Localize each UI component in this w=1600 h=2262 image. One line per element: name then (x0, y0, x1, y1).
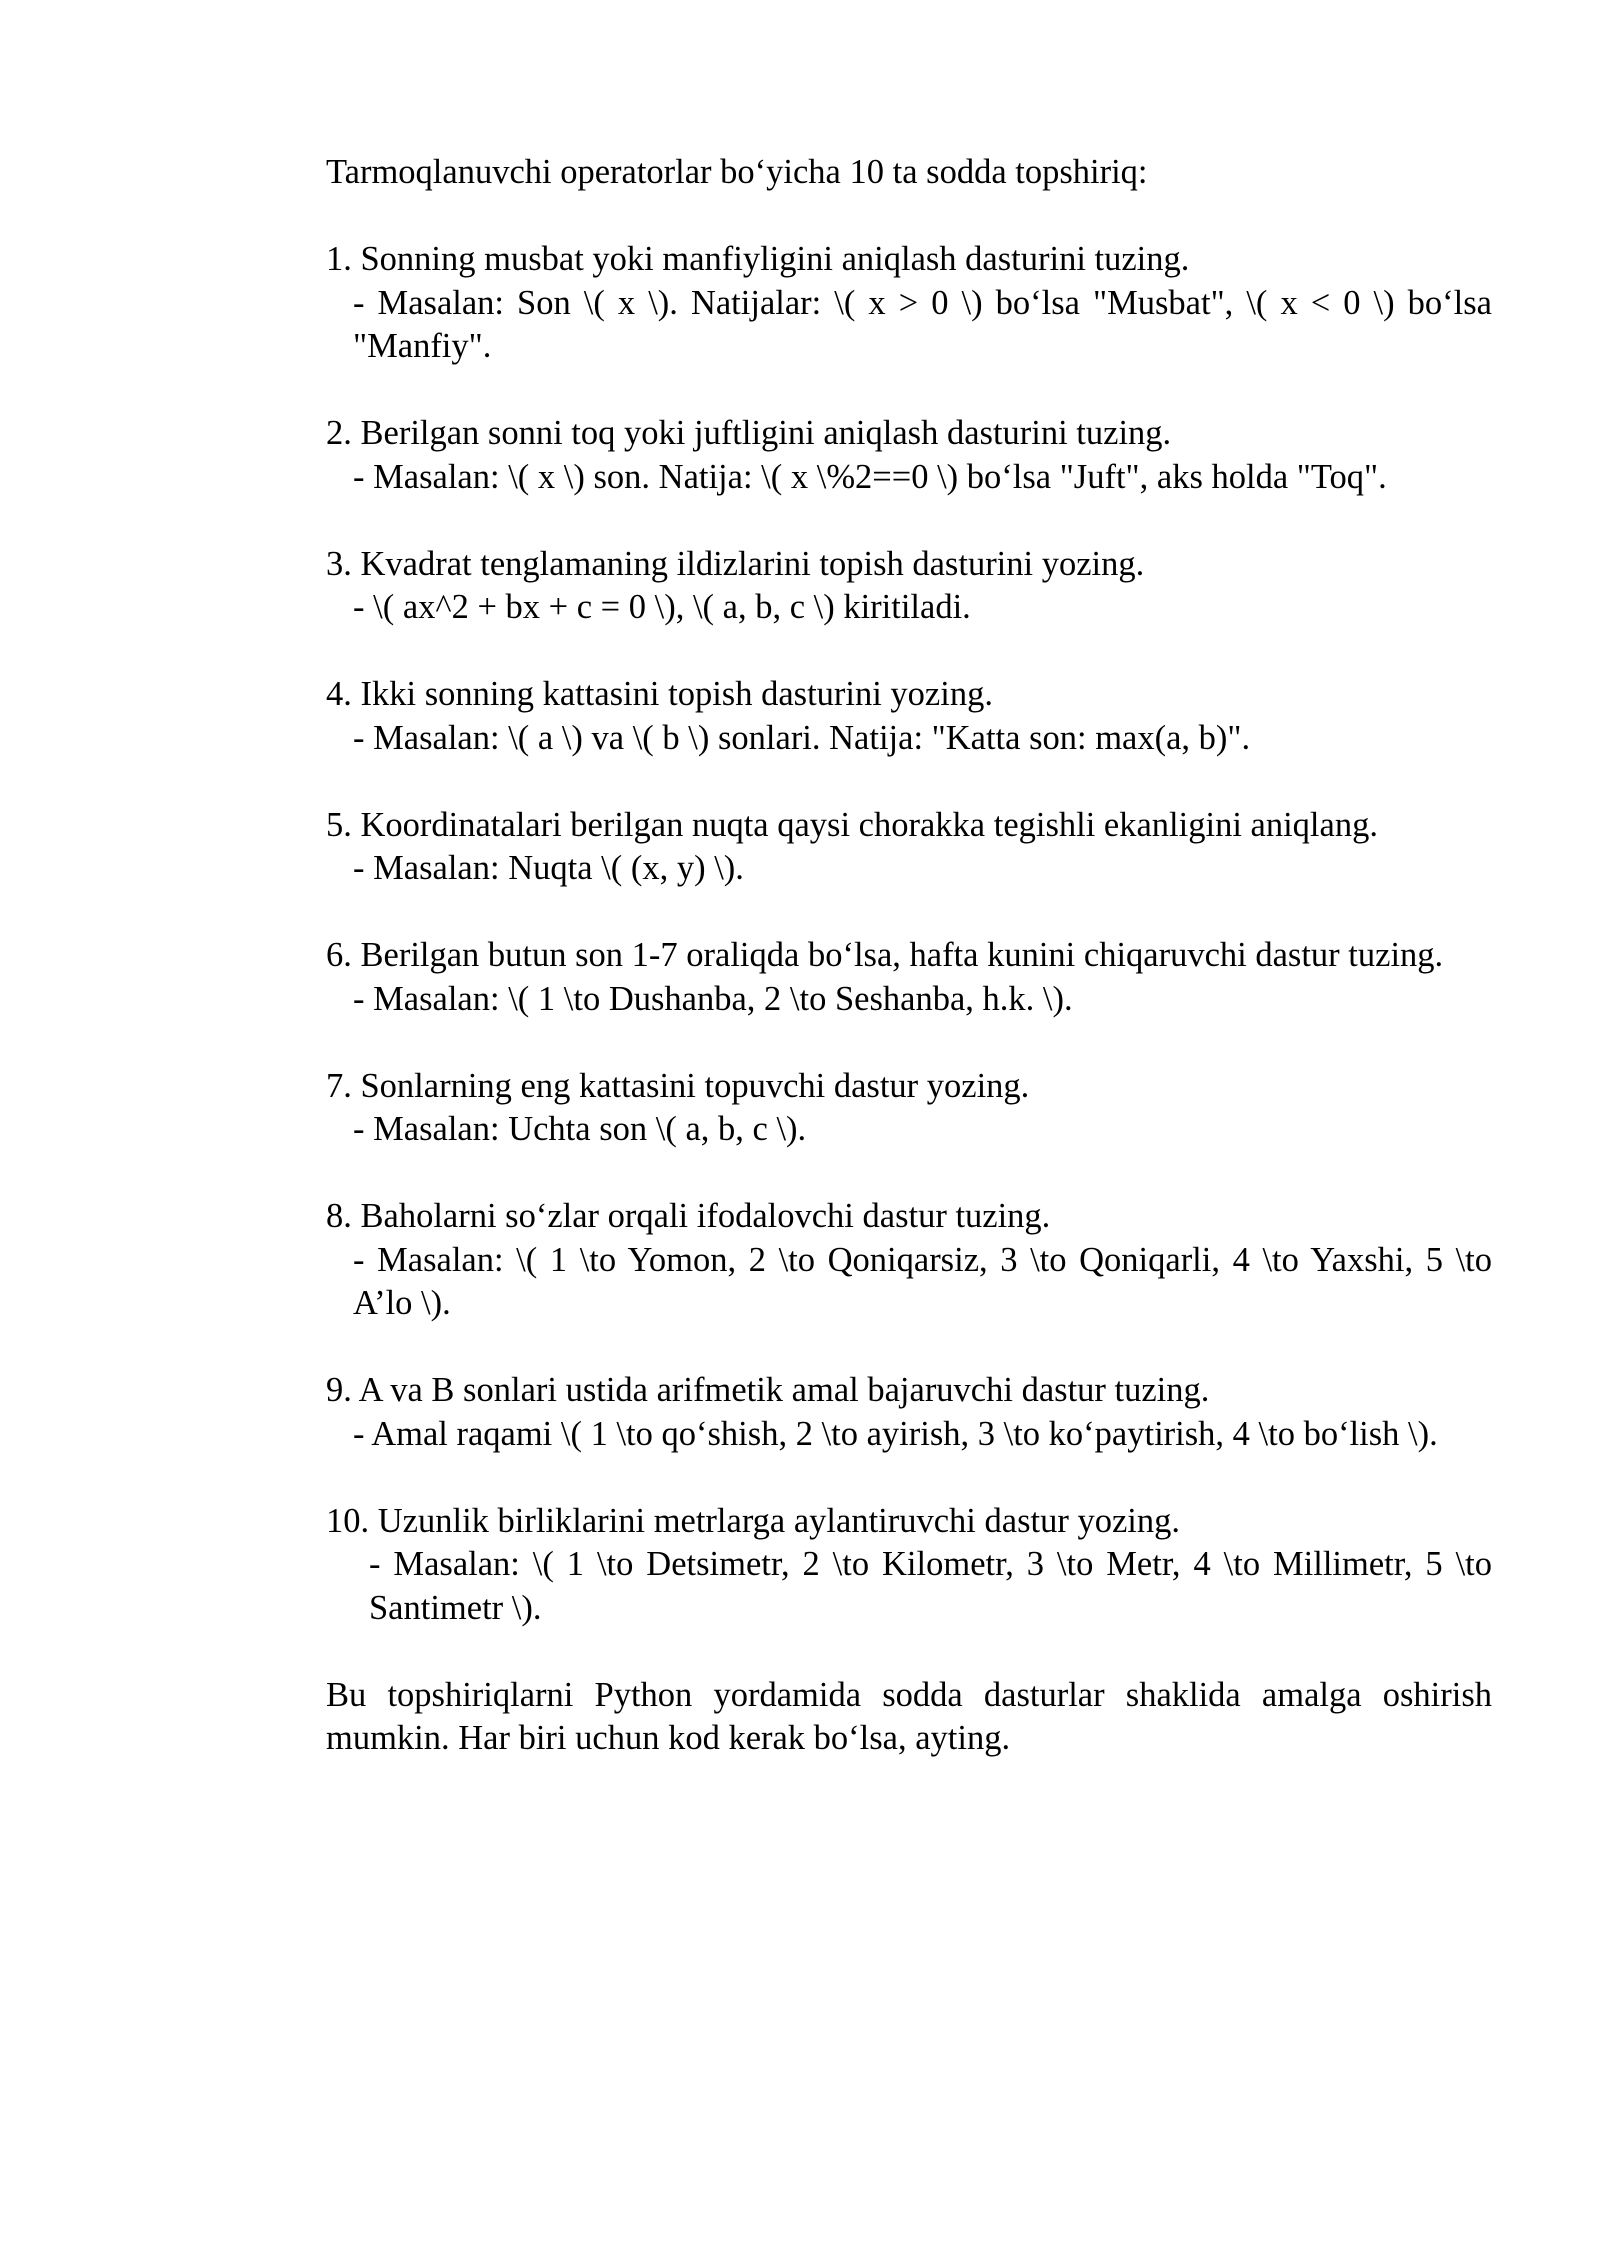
task-4-example: - Masalan: \( a \) va \( b \) sonlari. Natija: "Katta son: max(a, b)". (353, 718, 1251, 757)
task-10-title: 10. Uzunlik birliklarini metrlarga aylantiruvchi dastur yozing. (326, 1501, 1180, 1540)
task-6-title: 6. Berilgan butun son 1-7 oraliqda bo‘lsa, hafta kunini chiqaruvchi dastur tuzing. (326, 936, 1444, 974)
task-7-example: - Masalan: Uchta son \( a, b, c \). (353, 1110, 807, 1148)
task-8-title: 8. Baholarni so‘zlar orqali ifodalovchi dastur tuzing. (326, 1197, 1051, 1235)
document-page (229, 151, 1492, 1761)
task-5-example: - Masalan: Nuqta \( (x, y) \). (353, 849, 744, 887)
task-8-example: - Masalan: \( 1 \to Yomon, 2 \to Qoniqarsiz, 3 \to Qoniqarli, 4 \to Yaxshi, 5 \to A’lo \). (353, 1240, 1492, 1322)
intro-text: Tarmoqlanuvchi operatorlar bo‘yicha 10 ta sodda topshiriq: (326, 153, 1148, 191)
task-6-example: - Masalan: \( 1 \to Dushanba, 2 \to Seshanba, h.k. \). (353, 979, 1073, 1018)
task-2-title: 2. Berilgan sonni toq yoki juftligini aniqlash dasturini tuzing. (326, 414, 1172, 452)
task-5-title: 5. Koordinatalari berilgan nuqta qaysi chorakka tegishli ekanligini aniqlang. (326, 805, 1378, 844)
task-1-example: - Masalan: Son \( x \). Natijalar: \( x > 0 \) bo‘lsa "Musbat", \( x < 0 \) bo‘lsa "Manfiy". (353, 283, 1492, 365)
task-2-example: - Masalan: \( x \) son. Natija: \( x \%2==0 \) bo‘lsa "Juft", aks holda "Toq". (353, 457, 1387, 496)
task-3-title: 3. Kvadrat tenglamaning ildizlarini topish dasturini yozing. (326, 544, 1145, 583)
task-9-title: 9. A va B sonlari ustida arifmetik amal bajaruvchi dastur tuzing. (326, 1371, 1210, 1409)
task-9-example: - Amal raqami \( 1 \to qo‘shish, 2 \to ayirish, 3 \to ko‘paytirish, 4 \to bo‘lish \). (353, 1414, 1438, 1453)
outro-text: Bu topshiriqlarni Python yordamida sodda dasturlar shaklida amalga oshirish mumkin. Har biri uchun kod kerak bo‘lsa, ayting. (326, 1675, 1492, 1757)
task-7-title: 7. Sonlarning eng kattasini topuvchi dastur yozing. (326, 1066, 1030, 1105)
task-4-title: 4. Ikki sonning kattasini topish dasturini yozing. (326, 675, 993, 713)
task-10-example: - Masalan: \( 1 \to Detsimetr, 2 \to Kilometr, 3 \to Metr, 4 \to Millimetr, 5 \to Santimetr \). (369, 1545, 1492, 1627)
task-3-example: - \( ax^2 + bx + c = 0 \), \( a, b, c \) kiritiladi. (353, 588, 971, 626)
task-1-title: 1. Sonning musbat yoki manfiyligini aniqlash dasturini tuzing. (326, 240, 1190, 278)
